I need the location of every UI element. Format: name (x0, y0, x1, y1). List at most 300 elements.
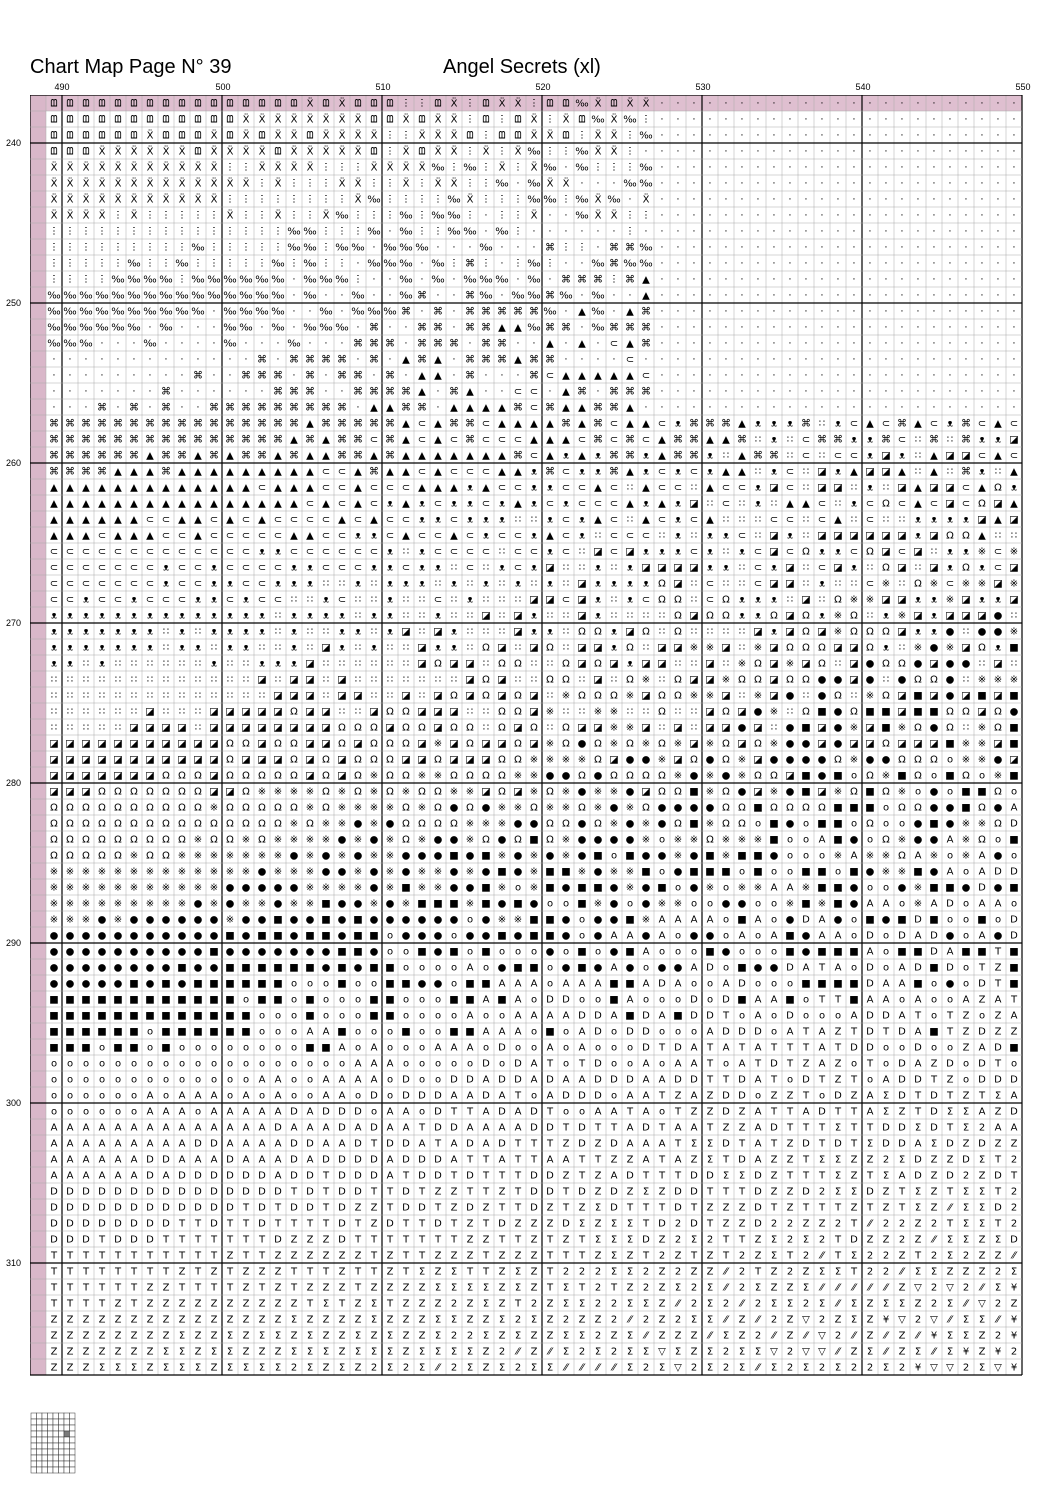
symbol-cell: T (130, 1298, 138, 1310)
symbol-cell: ⊂ (721, 482, 731, 494)
symbol-cell: ⵗ (612, 162, 616, 174)
symbol-cell: · (964, 162, 968, 174)
symbol-cell: Ω (114, 802, 122, 814)
symbol-cell: A (258, 1122, 266, 1134)
symbol-cell: Ẍ (242, 178, 250, 190)
symbol-cell: ■ (273, 930, 283, 942)
symbol-cell: A (82, 1170, 90, 1182)
symbol-cell: T (834, 1106, 842, 1118)
symbol-cell: ∷ (466, 610, 474, 622)
symbol-cell: ◪ (305, 738, 315, 750)
symbol-cell: ◪ (353, 690, 363, 702)
symbol-cell: ⁄⁄ (868, 1218, 872, 1230)
symbol-cell: Ω (610, 690, 618, 702)
symbol-cell: ● (593, 930, 603, 942)
symbol-cell: A (690, 914, 698, 926)
symbol-cell: D (946, 1058, 954, 1070)
symbol-cell: ▲ (738, 450, 746, 462)
symbol-cell: · (724, 402, 728, 414)
symbol-cell: ⌘ (161, 418, 171, 430)
symbol-cell: · (676, 274, 680, 286)
symbol-cell: · (836, 386, 840, 398)
symbol-cell: ∷ (178, 706, 186, 718)
symbol-cell: Ω (530, 722, 538, 734)
symbol-cell: D (754, 1202, 762, 1214)
symbol-cell: Ẍ (322, 210, 330, 222)
symbol-cell: ● (641, 930, 651, 942)
symbol-cell: ※ (449, 786, 459, 798)
symbol-cell: o (1010, 850, 1018, 862)
symbol-cell: ◪ (897, 482, 907, 494)
symbol-cell: Z (690, 1266, 698, 1278)
symbol-cell: ⊂ (753, 546, 763, 558)
symbol-cell: ᴥ (386, 626, 394, 638)
symbol-cell: · (324, 370, 328, 382)
symbol-cell: ∷ (562, 626, 570, 638)
symbol-cell: Ω (162, 818, 170, 830)
symbol-cell: · (1012, 162, 1016, 174)
symbol-cell: · (900, 274, 904, 286)
symbol-cell: D (466, 1138, 474, 1150)
symbol-cell: · (868, 178, 872, 190)
symbol-cell: ⊂ (353, 562, 363, 574)
symbol-cell: ◪ (753, 626, 763, 638)
symbol-cell: ▲ (514, 354, 522, 366)
symbol-cell: ※ (977, 546, 987, 558)
symbol-cell: ⁄⁄ (676, 1298, 680, 1310)
symbol-cell: Σ (834, 1362, 842, 1374)
symbol-cell: · (740, 274, 744, 286)
symbol-cell: ▲ (626, 418, 634, 430)
symbol-cell: ■ (833, 882, 843, 894)
symbol-cell: T (178, 1282, 186, 1294)
symbol-cell: o (770, 898, 778, 910)
symbol-cell: · (708, 98, 712, 110)
symbol-cell: ※ (433, 882, 443, 894)
symbol-cell: Σ (370, 1314, 378, 1326)
symbol-cell: ● (353, 898, 363, 910)
symbol-cell: ᴥ (450, 498, 458, 510)
symbol-cell: ⊂ (865, 578, 875, 590)
symbol-cell: D (274, 1122, 282, 1134)
symbol-cell: A (274, 1138, 282, 1150)
symbol-cell: ■ (481, 946, 491, 958)
symbol-cell: ◪ (209, 706, 219, 718)
symbol-cell: ⊂ (337, 498, 347, 510)
symbol-cell: T (162, 1266, 170, 1278)
symbol-cell: A (994, 994, 1002, 1006)
symbol-cell: ⊂ (865, 514, 875, 526)
symbol-cell: T (354, 1234, 362, 1246)
symbol-cell: ※ (209, 866, 219, 878)
symbol-cell: ⵗ (308, 178, 312, 190)
symbol-cell: ⊂ (177, 594, 187, 606)
symbol-cell: Ω (626, 738, 634, 750)
symbol-cell: ■ (321, 930, 331, 942)
symbol-cell: Σ (978, 1154, 986, 1166)
symbol-cell: T (818, 994, 826, 1006)
symbol-cell: ᴥ (546, 626, 554, 638)
symbol-cell: Ẍ (146, 162, 154, 174)
symbol-cell: ⵗ (196, 258, 200, 270)
symbol-cell: Ω (290, 738, 298, 750)
symbol-cell: ● (641, 850, 651, 862)
symbol-cell: · (212, 354, 216, 366)
symbol-cell: Z (242, 1298, 250, 1310)
symbol-cell: · (580, 354, 584, 366)
symbol-cell: D (770, 1058, 778, 1070)
symbol-cell: ■ (929, 962, 939, 974)
symbol-cell: ● (833, 722, 843, 734)
symbol-cell: ∷ (354, 658, 362, 670)
symbol-cell: Ω (594, 754, 602, 766)
symbol-cell: D (226, 1170, 234, 1182)
symbol-cell: ● (97, 930, 107, 942)
symbol-cell: ◪ (321, 706, 331, 718)
symbol-cell: ∷ (370, 594, 378, 606)
symbol-cell: · (644, 146, 648, 158)
symbol-cell: · (676, 386, 680, 398)
symbol-cell: ᴥ (418, 546, 426, 558)
symbol-cell: ● (289, 946, 299, 958)
symbol-cell: o (386, 1026, 394, 1038)
symbol-cell: ■ (785, 994, 795, 1006)
symbol-cell: · (356, 322, 360, 334)
symbol-cell: Σ (626, 1298, 634, 1310)
symbol-cell: ‰ (367, 258, 381, 270)
symbol-cell: Z (146, 1346, 154, 1358)
symbol-cell: · (692, 258, 696, 270)
symbol-cell: o (754, 898, 762, 910)
symbol-cell: D (402, 1090, 410, 1102)
symbol-cell: ᴥ (866, 434, 874, 446)
symbol-cell: D (1010, 818, 1018, 830)
symbol-cell: A (82, 1154, 90, 1166)
symbol-cell: ⊂ (209, 514, 219, 526)
symbol-cell: ⵗ (516, 258, 520, 270)
symbol-cell: ⊂ (657, 466, 667, 478)
symbol-cell: ⵗ (388, 146, 392, 158)
symbol-cell: D (754, 1218, 762, 1230)
symbol-cell: T (498, 1170, 506, 1182)
symbol-cell: D (450, 1074, 458, 1086)
symbol-cell: D (338, 1122, 346, 1134)
symbol-cell: ▲ (626, 370, 634, 382)
symbol-cell: ‰ (319, 322, 333, 334)
symbol-cell: ● (513, 866, 523, 878)
symbol-cell: 2 (818, 1186, 826, 1198)
symbol-cell: o (306, 1074, 314, 1086)
symbol-cell: · (980, 210, 984, 222)
symbol-cell: A (274, 1170, 282, 1182)
symbol-cell: ⊂ (785, 514, 795, 526)
symbol-cell: A (866, 946, 874, 958)
symbol-cell: · (868, 290, 872, 302)
symbol-cell: · (580, 178, 584, 190)
symbol-cell: A (242, 1106, 250, 1118)
symbol-cell: ⌘ (673, 450, 683, 462)
symbol-cell: Z (898, 1282, 906, 1294)
symbol-cell: ᴥ (706, 562, 714, 574)
symbol-cell: o (610, 1058, 618, 1070)
symbol-cell: · (452, 242, 456, 254)
symbol-cell: ● (97, 946, 107, 958)
symbol-cell: o (306, 1058, 314, 1070)
symbol-cell: Z (210, 1362, 218, 1374)
symbol-cell: D (146, 1186, 154, 1198)
symbol-cell: T (802, 1202, 810, 1214)
symbol-cell: · (708, 354, 712, 366)
symbol-cell: ▲ (562, 434, 570, 446)
symbol-cell: · (900, 162, 904, 174)
symbol-cell: ⌘ (545, 290, 555, 302)
symbol-cell: · (708, 290, 712, 302)
symbol-cell: · (996, 290, 1000, 302)
symbol-cell: ∷ (386, 658, 394, 670)
symbol-cell: ◪ (577, 642, 587, 654)
symbol-cell: T (514, 1090, 522, 1102)
symbol-cell: ◪ (977, 514, 987, 526)
symbol-cell: · (932, 178, 936, 190)
symbol-cell: ◪ (417, 738, 427, 750)
symbol-cell: ■ (833, 802, 843, 814)
symbol-cell: ● (1009, 706, 1019, 718)
symbol-cell: ◪ (849, 738, 859, 750)
symbol-cell: ▲ (146, 466, 154, 478)
symbol-cell: A (162, 1170, 170, 1182)
symbol-cell: · (868, 194, 872, 206)
symbol-cell: ᴥ (594, 450, 602, 462)
symbol-cell: A (162, 1106, 170, 1118)
symbol-cell: · (756, 146, 760, 158)
symbol-cell: o (690, 978, 698, 990)
symbol-cell: Ẍ (610, 130, 618, 142)
symbol-cell: ‰ (191, 306, 205, 318)
symbol-cell: ᴥ (194, 642, 202, 654)
symbol-cell: Σ (770, 1234, 778, 1246)
symbol-cell: D (402, 1154, 410, 1166)
symbol-cell: D (50, 1218, 58, 1230)
symbol-cell: · (692, 226, 696, 238)
symbol-cell: · (436, 402, 440, 414)
symbol-cell: ᴥ (50, 610, 58, 622)
symbol-cell: 2 (882, 1266, 890, 1278)
symbol-cell: o (738, 946, 746, 958)
symbol-cell: T (450, 1106, 458, 1118)
symbol-cell: ● (145, 978, 155, 990)
symbol-cell: · (740, 194, 744, 206)
symbol-cell: · (724, 194, 728, 206)
symbol-cell: ‰ (639, 130, 653, 142)
symbol-cell: ※ (369, 770, 379, 782)
symbol-cell: Ω (850, 610, 858, 622)
symbol-cell: Σ (370, 1298, 378, 1310)
symbol-cell: T (98, 1282, 106, 1294)
symbol-cell: ∷ (50, 690, 58, 702)
symbol-cell: ● (289, 850, 299, 862)
symbol-cell: ● (49, 930, 59, 942)
symbol-cell: ■ (401, 882, 411, 894)
symbol-cell: ⌘ (177, 418, 187, 430)
symbol-cell: ◪ (497, 642, 507, 654)
symbol-cell: · (724, 178, 728, 190)
symbol-cell: A (866, 994, 874, 1006)
symbol-cell: ⌘ (273, 402, 283, 414)
symbol-cell: ᴥ (530, 498, 538, 510)
symbol-cell: ▲ (242, 482, 250, 494)
symbol-cell: A (642, 1138, 650, 1150)
symbol-cell: ᴥ (242, 642, 250, 654)
symbol-cell: ⁄⁄ (916, 1330, 920, 1342)
symbol-cell: Z (274, 1314, 282, 1326)
symbol-cell: ● (593, 834, 603, 846)
symbol-cell: ■ (641, 866, 651, 878)
symbol-cell: ▽ (770, 1346, 778, 1358)
symbol-cell: ◪ (465, 754, 475, 766)
symbol-cell: o (946, 1042, 954, 1054)
symbol-cell: ◪ (305, 770, 315, 782)
symbol-cell: ∷ (194, 722, 202, 734)
symbol-cell: D (258, 1186, 266, 1198)
symbol-cell: Ω (498, 722, 506, 734)
symbol-cell: ▲ (98, 482, 106, 494)
symbol-cell: ■ (113, 1042, 123, 1054)
symbol-cell: T (50, 1250, 58, 1262)
symbol-cell: A (786, 882, 794, 894)
symbol-cell: ◪ (705, 706, 715, 718)
symbol-cell: ᴥ (258, 626, 266, 638)
symbol-cell: ※ (129, 898, 139, 910)
symbol-cell: Ω (562, 722, 570, 734)
symbol-cell: ■ (369, 994, 379, 1006)
symbol-cell: ● (369, 914, 379, 926)
symbol-cell: o (530, 1090, 538, 1102)
symbol-cell: Σ (130, 1362, 138, 1374)
symbol-cell: D (754, 1026, 762, 1038)
symbol-cell: ‰ (335, 242, 349, 254)
symbol-cell: ⵗ (484, 258, 488, 270)
symbol-cell: Ẍ (114, 146, 122, 158)
symbol-cell: D (946, 1170, 954, 1182)
column-label: 520 (535, 82, 551, 92)
symbol-cell: Σ (962, 1202, 970, 1214)
symbol-cell: Z (962, 1138, 970, 1150)
symbol-cell: Ω (434, 754, 442, 766)
symbol-cell: ◪ (97, 770, 107, 782)
symbol-cell: ■ (961, 786, 971, 798)
symbol-cell: A (818, 930, 826, 942)
symbol-cell: · (1012, 322, 1016, 334)
symbol-cell: ⊂ (961, 498, 971, 510)
symbol-cell: · (852, 386, 856, 398)
symbol-cell: ⵗ (116, 226, 120, 238)
symbol-cell: · (148, 370, 152, 382)
symbol-cell: o (466, 914, 474, 926)
symbol-cell: ∷ (818, 594, 826, 606)
symbol-cell: Ω (594, 626, 602, 638)
symbol-cell: ■ (465, 994, 475, 1006)
symbol-cell: A (514, 1026, 522, 1038)
symbol-cell: ■ (129, 1010, 139, 1022)
symbol-cell: A (562, 1154, 570, 1166)
symbol-cell: A (546, 1154, 554, 1166)
symbol-cell: o (850, 770, 858, 782)
symbol-cell: A (370, 1074, 378, 1086)
symbol-cell: ▲ (626, 466, 634, 478)
symbol-cell: ■ (305, 930, 315, 942)
symbol-cell: ⌘ (369, 354, 379, 366)
symbol-cell: · (836, 338, 840, 350)
symbol-cell: · (932, 354, 936, 366)
symbol-cell: · (980, 178, 984, 190)
symbol-cell: Z (722, 1122, 730, 1134)
symbol-cell: ᴥ (850, 434, 858, 446)
symbol-cell: 2 (898, 1362, 906, 1374)
symbol-cell: Ẍ (66, 210, 74, 222)
symbol-cell: Ẍ (450, 146, 458, 158)
page-title: Chart Map Page N° 39 (30, 56, 232, 78)
symbol-cell: Ω (610, 770, 618, 782)
symbol-cell: · (868, 242, 872, 254)
symbol-cell: Z (802, 1266, 810, 1278)
symbol-cell: ⌘ (705, 418, 715, 430)
symbol-cell: Z (194, 1314, 202, 1326)
symbol-cell: ᴥ (418, 514, 426, 526)
symbol-cell: A (338, 1138, 346, 1150)
symbol-cell: T (850, 1266, 858, 1278)
symbol-cell: ⌘ (337, 418, 347, 430)
symbol-cell: ※ (417, 882, 427, 894)
symbol-cell: T (546, 1282, 554, 1294)
symbol-cell: ᴥ (674, 546, 682, 558)
symbol-cell: ■ (161, 1042, 171, 1054)
symbol-cell: ᴥ (594, 578, 602, 590)
symbol-cell: ⌘ (97, 402, 107, 414)
symbol-cell: ▲ (450, 530, 458, 542)
symbol-cell: ⁄⁄ (964, 1298, 968, 1310)
symbol-cell: Ẍ (402, 114, 410, 126)
symbol-cell: ※ (305, 850, 315, 862)
symbol-cell: · (868, 258, 872, 270)
symbol-cell: ᴥ (642, 546, 650, 558)
symbol-cell: · (292, 306, 296, 318)
symbol-cell: Ω (146, 802, 154, 814)
symbol-cell: Ω (354, 770, 362, 782)
symbol-cell: Ẍ (402, 162, 410, 174)
symbol-cell: ※ (641, 738, 651, 750)
symbol-cell: ◪ (145, 706, 155, 718)
symbol-cell: Σ (418, 1266, 426, 1278)
symbol-cell: ● (785, 738, 795, 750)
symbol-cell: · (916, 338, 920, 350)
symbol-cell: T (946, 1090, 954, 1102)
symbol-cell: o (418, 1058, 426, 1070)
symbol-cell: ᴥ (546, 546, 554, 558)
symbol-cell: T (738, 1042, 746, 1054)
symbol-cell: o (642, 962, 650, 974)
symbol-cell: o (498, 946, 506, 958)
symbol-cell: D (690, 994, 698, 1006)
symbol-cell: T (770, 1106, 778, 1118)
symbol-cell: ▲ (66, 514, 74, 526)
symbol-cell: ※ (65, 866, 75, 878)
symbol-cell: Ω (706, 610, 714, 622)
symbol-cell: · (1012, 146, 1016, 158)
symbol-cell: ‰ (239, 322, 253, 334)
symbol-cell: ■ (241, 1026, 251, 1038)
symbol-cell: ◪ (529, 642, 539, 654)
symbol-cell: · (772, 130, 776, 142)
